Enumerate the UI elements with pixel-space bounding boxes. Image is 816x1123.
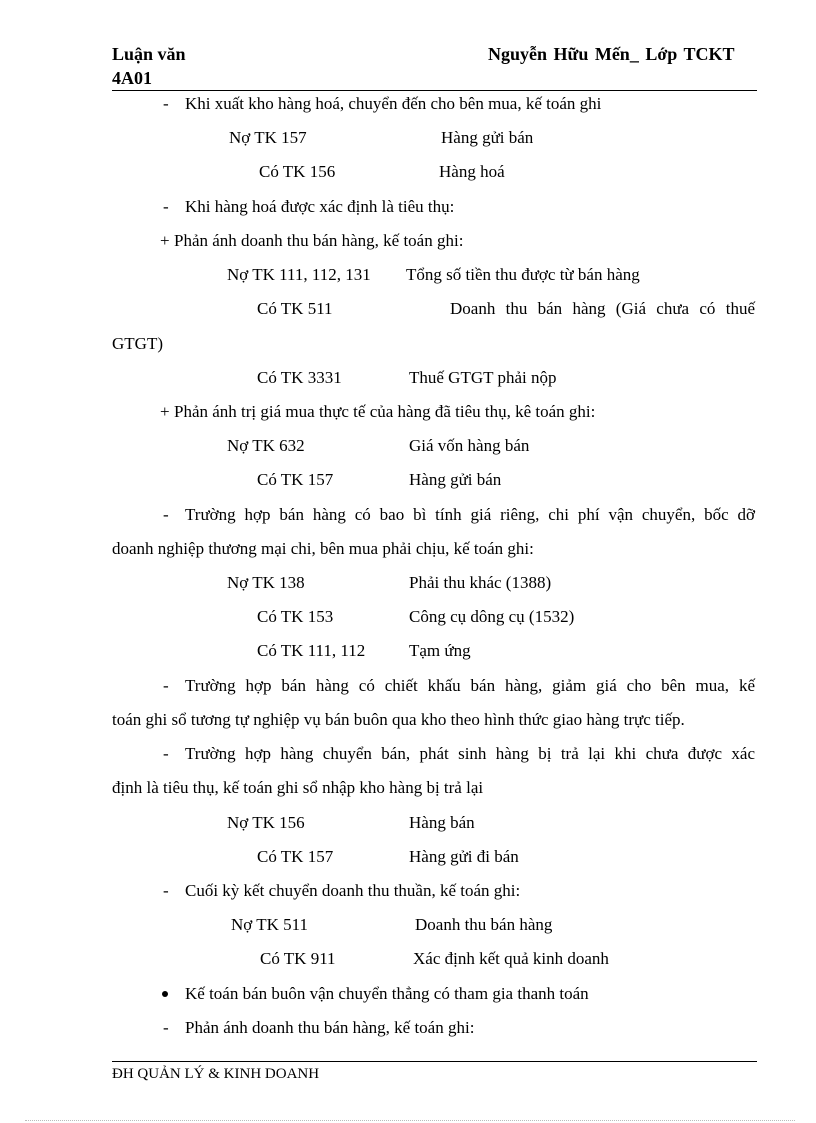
entry-description: Hàng hoá bbox=[439, 162, 505, 181]
entry-description: Thuế GTGT phải nộp bbox=[409, 368, 557, 387]
entry-description: Doanh thu bán hàng bbox=[415, 915, 553, 934]
dash-marker: - bbox=[163, 744, 169, 763]
entry-description: Hàng gửi bán bbox=[409, 470, 502, 489]
entry-description: Tạm ứng bbox=[409, 641, 471, 660]
paragraph-9: Kế toán bán buôn vận chuyển thẳng có tham gia thanh toán bbox=[185, 984, 589, 1003]
paragraph-6-line-1: Trường hợp bán hàng có chiết khấu bán hàng, giảm giá cho bên mua, kế bbox=[185, 676, 755, 695]
entry-description: Hàng gửi đi bán bbox=[409, 847, 519, 866]
entry-account: Nợ TK 511 bbox=[231, 915, 308, 934]
entry-account: Có TK 3331 bbox=[257, 368, 342, 387]
paragraph-2: Khi hàng hoá được xác định là tiêu thụ: bbox=[185, 197, 455, 216]
entry-description: Phải thu khác (1388) bbox=[409, 573, 552, 592]
dash-marker: - bbox=[163, 676, 169, 695]
paragraph-3: Phản ánh doanh thu bán hàng, kế toán ghi: bbox=[174, 231, 464, 250]
entry-description: Công cụ dông cụ (1532) bbox=[409, 607, 575, 626]
footer-divider bbox=[112, 1061, 757, 1062]
dash-marker: - bbox=[163, 197, 169, 216]
entry-account: Nợ TK 632 bbox=[227, 436, 305, 455]
footer-institution: ĐH QUẢN LÝ & KINH DOANH bbox=[112, 1066, 320, 1082]
entry-description: Hàng bán bbox=[409, 813, 475, 832]
entry-description-continued: GTGT) bbox=[112, 334, 163, 353]
entry-account: Có TK 911 bbox=[260, 949, 336, 968]
bullet-icon bbox=[162, 991, 168, 997]
paragraph-6-line-2: toán ghi sổ tương tự nghiệp vụ bán buôn qua kho theo hình thức giao hàng trực tiếp. bbox=[112, 710, 685, 729]
entry-account: Có TK 156 bbox=[259, 162, 336, 181]
entry-description: Tổng số tiền thu được từ bán hàng bbox=[406, 265, 640, 284]
entry-account: Có TK 111, 112 bbox=[257, 641, 366, 660]
dash-marker: - bbox=[163, 94, 169, 113]
dash-marker: - bbox=[163, 505, 169, 524]
dash-marker: - bbox=[163, 881, 169, 900]
entry-account: Nợ TK 157 bbox=[229, 128, 307, 147]
entry-description: Doanh thu bán hàng (Giá chưa có thuế bbox=[450, 299, 755, 318]
paragraph-5-line-2: doanh nghiệp thương mại chi, bên mua phải chịu, kế toán ghi: bbox=[112, 539, 534, 558]
paragraph-5-line-1: Trường hợp bán hàng có bao bì tính giá riêng, chi phí vận chuyển, bốc dỡ bbox=[185, 505, 755, 524]
page-edge-dotted-line bbox=[25, 1120, 795, 1121]
paragraph-8: Cuối kỳ kết chuyển doanh thu thuần, kế toán ghi: bbox=[185, 881, 521, 900]
entry-account: Có TK 511 bbox=[257, 299, 333, 318]
header-title: Luận văn bbox=[112, 44, 186, 64]
header-author: Nguyễn Hữu Mến_ Lớp TCKT bbox=[488, 44, 735, 64]
entry-description: Xác định kết quả kinh doanh bbox=[413, 949, 609, 968]
plus-marker: + bbox=[160, 402, 170, 421]
entry-account: Có TK 157 bbox=[257, 470, 334, 489]
entry-description: Giá vốn hàng bán bbox=[409, 436, 530, 455]
paragraph-7-line-1: Trường hợp hàng chuyển bán, phát sinh hàng bị trả lại khi chưa được xác bbox=[185, 744, 755, 763]
paragraph-7-line-2: định là tiêu thụ, kế toán ghi sổ nhập kho hàng bị trả lại bbox=[112, 778, 484, 797]
entry-account: Nợ TK 138 bbox=[227, 573, 305, 592]
dash-marker: - bbox=[163, 1018, 169, 1037]
header-divider bbox=[112, 90, 757, 91]
entry-account: Có TK 153 bbox=[257, 607, 334, 626]
entry-account: Nợ TK 111, 112, 131 bbox=[227, 265, 371, 284]
header-class-code: 4A01 bbox=[112, 68, 152, 88]
paragraph-1: Khi xuất kho hàng hoá, chuyển đến cho bên mua, kế toán ghi bbox=[185, 94, 602, 113]
plus-marker: + bbox=[160, 231, 170, 250]
paragraph-4: Phản ánh trị giá mua thực tế của hàng đã tiêu thụ, kê toán ghi: bbox=[174, 402, 596, 421]
entry-account: Nợ TK 156 bbox=[227, 813, 305, 832]
entry-description: Hàng gửi bán bbox=[441, 128, 534, 147]
paragraph-10: Phản ánh doanh thu bán hàng, kế toán ghi: bbox=[185, 1018, 475, 1037]
entry-account: Có TK 157 bbox=[257, 847, 334, 866]
header-left bbox=[112, 42, 186, 90]
